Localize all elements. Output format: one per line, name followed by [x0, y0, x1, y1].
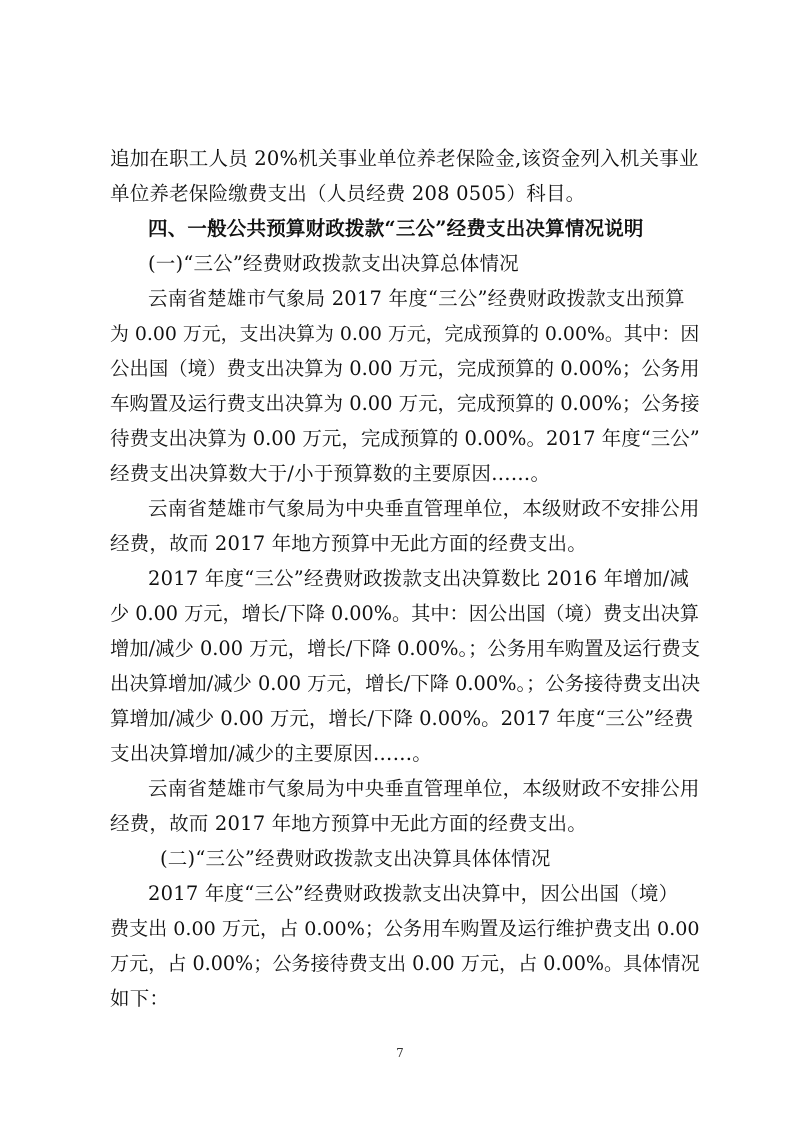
page-number: 7	[396, 1046, 404, 1060]
text-line: 如下：	[110, 987, 170, 1010]
text-line: 支出决算增加/减少的主要原因……。	[110, 742, 432, 765]
text-line: 少 0.00 万元，增长/下降 0.00%。其中：因公出国（境）费支出决算	[110, 602, 699, 625]
subsection-heading: (一)“三公”经费财政拨款支出决算总体情况	[148, 252, 519, 275]
text-line: 2017 年度“三公”经费财政拨款支出决算数比 2016 年增加/减	[148, 567, 690, 590]
text-line: 经费支出决算数大于/小于预算数的主要原因……。	[110, 462, 551, 485]
subsection-heading: (二)“三公”经费财政拨款支出决算具体体情况	[160, 847, 551, 870]
text-line: 费支出 0.00 万元，占 0.00%；公务用车购置及运行维护费支出 0.00	[110, 918, 700, 940]
text-line: 公出国（境）费支出决算为 0.00 万元，完成预算的 0.00%；公务用	[110, 357, 700, 380]
text-line: 为 0.00 万元，支出决算为 0.00 万元，完成预算的 0.00%。其中：因	[110, 323, 700, 345]
text-line: 万元，占 0.00%；公务接待费支出 0.00 万元，占 0.00%。具体情况	[110, 952, 700, 975]
text-line: 车购置及运行费支出决算为 0.00 万元，完成预算的 0.00%；公务接	[110, 392, 700, 415]
text-line: 云南省楚雄市气象局为中央垂直管理单位，本级财政不安排公用	[148, 497, 700, 520]
text-line: 追加在职工人员 20%机关事业单位养老保险金,该资金列入机关事业	[110, 147, 699, 170]
text-line: 2017 年度“三公”经费财政拨款支出决算中，因公出国（境）	[148, 882, 679, 905]
text-line: 经费，故而 2017 年地方预算中无此方面的经费支出。	[110, 812, 587, 835]
text-line: 云南省楚雄市气象局为中央垂直管理单位，本级财政不安排公用	[148, 777, 700, 800]
text-line: 出决算增加/减少 0.00 万元，增长/下降 0.00%。；公务接待费支出决	[110, 672, 701, 695]
text-line: 单位养老保险缴费支出（人员经费 208 0505）科目。	[110, 182, 586, 205]
text-line: 增加/减少 0.00 万元，增长/下降 0.00%。；公务用车购置及运行费支	[110, 637, 701, 660]
text-line: 待费支出决算为 0.00 万元，完成预算的 0.00%。2017 年度“三公”	[110, 427, 700, 450]
text-line: 算增加/减少 0.00 万元，增长/下降 0.00%。2017 年度“三公”经费	[110, 707, 694, 730]
section-heading: 四、一般公共预算财政拨款“三公”经费支出决算情况说明	[148, 217, 644, 240]
text-line: 经费，故而 2017 年地方预算中无此方面的经费支出。	[110, 532, 587, 555]
text-line: 云南省楚雄市气象局 2017 年度“三公”经费财政拨款支出预算	[148, 287, 685, 310]
